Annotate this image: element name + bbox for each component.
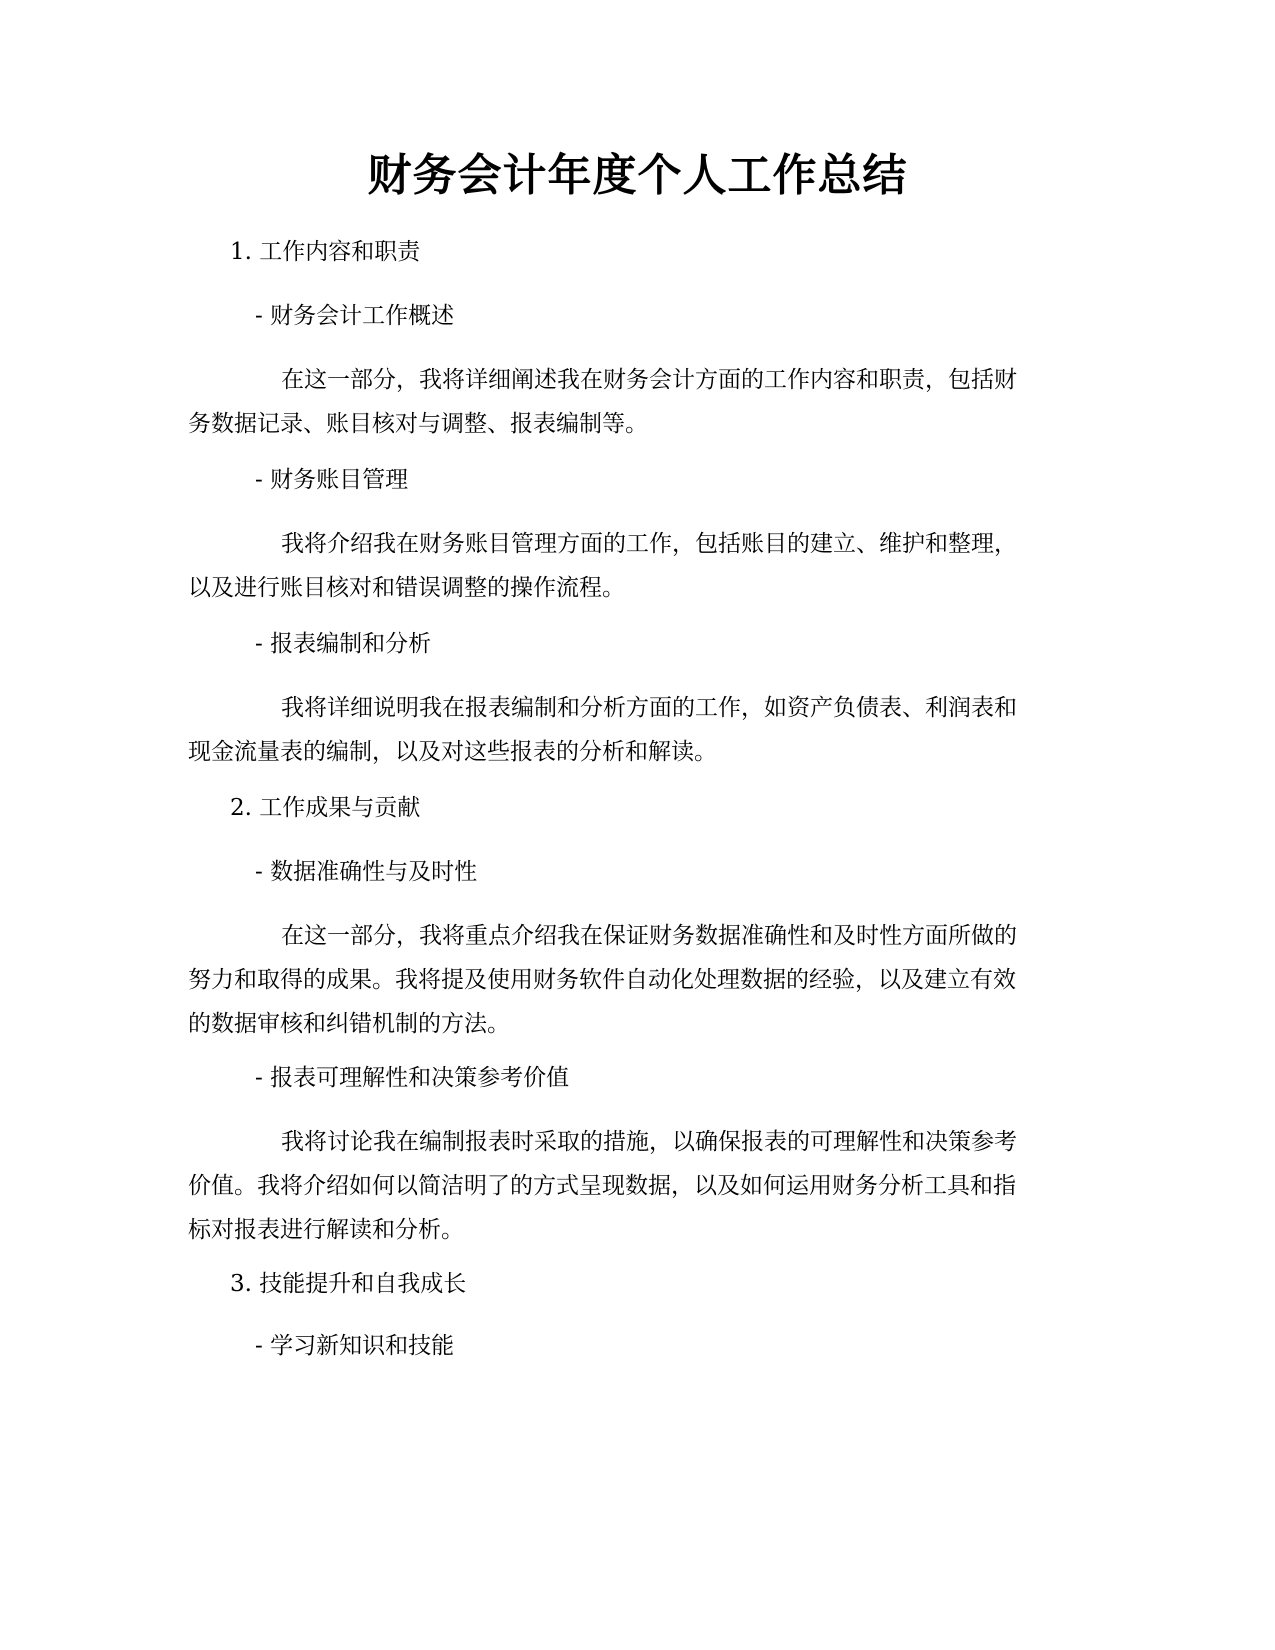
paragraph-line: 现金流量表的编制，以及对这些报表的分析和解读。 bbox=[188, 739, 717, 765]
subsection-heading-1-3: - 报表编制和分析 bbox=[255, 631, 432, 657]
paragraph-line: 在这一部分，我将重点介绍我在保证财务数据准确性和及时性方面所做的 bbox=[281, 923, 1017, 949]
section-heading-2: 2. 工作成果与贡献 bbox=[230, 795, 421, 821]
subsection-heading-1-1: - 财务会计工作概述 bbox=[255, 303, 455, 329]
paragraph-1-1 bbox=[188, 358, 1088, 446]
paragraph-line: 努力和取得的成果。我将提及使用财务软件自动化处理数据的经验，以及建立有效 bbox=[188, 967, 1016, 993]
paragraph-1-2 bbox=[188, 522, 1088, 610]
paragraph-line: 标对报表进行解读和分析。 bbox=[188, 1217, 464, 1243]
paragraph-line: 我将详细说明我在报表编制和分析方面的工作，如资产负债表、利润表和 bbox=[281, 695, 1017, 721]
paragraph-line: 在这一部分，我将详细阐述我在财务会计方面的工作内容和职责，包括财 bbox=[281, 367, 1017, 393]
paragraph-line: 我将介绍我在财务账目管理方面的工作，包括账目的建立、维护和整理， bbox=[281, 531, 1017, 557]
paragraph-line: 以及进行账目核对和错误调整的操作流程。 bbox=[188, 575, 625, 601]
subsection-heading-2-2: - 报表可理解性和决策参考价值 bbox=[255, 1065, 570, 1091]
paragraph-line: 的数据审核和纠错机制的方法。 bbox=[188, 1011, 510, 1037]
paragraph-line: 我将讨论我在编制报表时采取的措施，以确保报表的可理解性和决策参考 bbox=[281, 1129, 1017, 1155]
subsection-heading-3-1: - 学习新知识和技能 bbox=[255, 1333, 455, 1359]
paragraph-1-3 bbox=[188, 686, 1088, 774]
subsection-heading-1-2: - 财务账目管理 bbox=[255, 467, 409, 493]
paragraph-line: 价值。我将介绍如何以简洁明了的方式呈现数据，以及如何运用财务分析工具和指 bbox=[188, 1173, 1016, 1199]
subsection-heading-2-1: - 数据准确性与及时性 bbox=[255, 859, 478, 885]
document-title: 财务会计年度个人工作总结 bbox=[367, 150, 908, 201]
paragraph-2-1 bbox=[188, 914, 1088, 1046]
paragraph-2-2 bbox=[188, 1120, 1088, 1252]
paragraph-line: 务数据记录、账目核对与调整、报表编制等。 bbox=[188, 411, 648, 437]
section-heading-3: 3. 技能提升和自我成长 bbox=[230, 1271, 467, 1297]
section-heading-1: 1. 工作内容和职责 bbox=[230, 239, 421, 265]
